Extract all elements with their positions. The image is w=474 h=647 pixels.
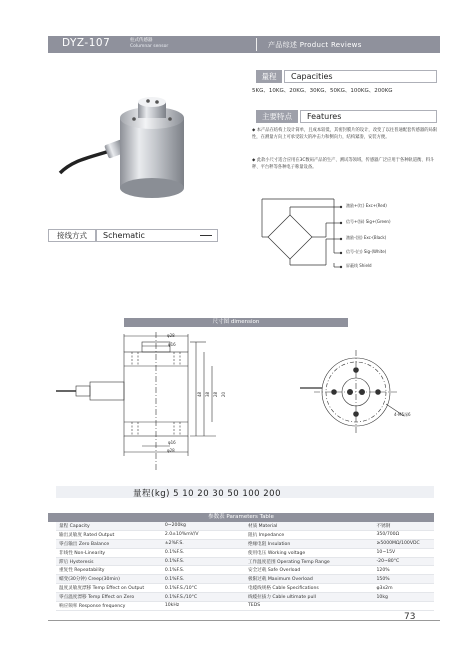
table-cell [374, 602, 435, 611]
table-cell: 线缆拉拔力 Cable ultimate pull [245, 593, 374, 602]
model-subtitle-en: Columnar sensor [130, 44, 169, 49]
table-cell: 量程 Capacity [56, 522, 162, 530]
table-cell: 输出灵敏度 Rated Output [56, 530, 162, 539]
schematic-label [48, 229, 223, 242]
table-cell: 350/700Ω [374, 530, 435, 539]
features-label-en: Features [300, 110, 437, 123]
table-cell: 非线性 Non-Linearity [56, 548, 162, 557]
table-cell: 重复性 Repeatability [56, 566, 162, 575]
table-row [56, 548, 434, 557]
capacities-label-cn: 量程 [256, 70, 282, 83]
dim-h48: 48 [197, 391, 203, 398]
table-cell: 0.1%F.S. [162, 566, 245, 575]
features-label-cn: 主要特点 [256, 110, 298, 123]
table-cell: 0~200kg [162, 522, 245, 530]
capacities-values: 5KG、10KG、20KG、30KG、50KG、100KG、200KG [252, 88, 393, 94]
section-title [268, 40, 362, 50]
table-cell: 安全过载 Safe Overload [245, 566, 374, 575]
dim-d16-bottom: φ16 [168, 440, 176, 445]
wire-sig-minus: 信号-(白) Sig-(White) [346, 249, 387, 254]
table-cell: 0.1%F.S./10°C [162, 584, 245, 593]
features-para-1-text: 本产品在结构上设计简单，且成本较低，其密封膜片的设计，改变了以往普通配套传感器的局限性，在测量方向上可承受较大的冲击力和侧向力，结构紧凑，安装方便。 [252, 128, 438, 140]
table-cell: 温度灵敏度漂移 Temp Effect on Output [56, 584, 162, 593]
features-para-2-text: 此款小尺寸适合应用在3C数码产品的生产、测试等领域，传感器广泛应用于各种轨道衡、料斗秤、平台秤等各种电子称量设备。 [252, 158, 435, 170]
features-label [256, 110, 436, 123]
dimension-banner: 尺寸图 dimension [124, 318, 348, 327]
table-cell: 2.0±10%mV/V [162, 530, 245, 539]
dim-d28-bottom: φ28 [167, 448, 175, 453]
range-text: 量程(kg) 5 10 20 30 50 100 200 [133, 489, 281, 499]
dim-d16-top: φ16 [168, 342, 176, 347]
dimension-top-view [300, 340, 420, 450]
bullet-icon: ◆ [252, 128, 256, 133]
params-table [56, 522, 434, 611]
table-cell: 0.1%F.S./10°C [162, 593, 245, 602]
table-row [56, 575, 434, 584]
table-cell: 120% [374, 566, 435, 575]
dim-holes: 4-M5深6 [394, 412, 411, 417]
bullet-icon: ◆ [252, 158, 256, 163]
table-cell: 0.1%F.S. [162, 557, 245, 566]
params-title: 参数表 Parameters Table [48, 513, 434, 522]
table-cell: 阻抗 Impedance [245, 530, 374, 539]
features-para-2 [252, 158, 440, 171]
table-cell: 蠕变(30分钟) Creep(30min) [56, 575, 162, 584]
section-title-cn: 产品综述 [268, 41, 298, 49]
dim-d28-top: φ28 [167, 333, 175, 338]
wire-sig-plus: 信号+(绿) Sig+(Green) [346, 219, 391, 224]
product-photo [58, 88, 228, 208]
dim-h28: 28 [213, 391, 219, 398]
table-cell: 滞后 Hysteresis [56, 557, 162, 566]
table-cell: 零点输出 Zero Balance [56, 539, 162, 548]
table-cell: ±2%F.S. [162, 539, 245, 548]
table-cell: 电缆线规格 Cable Specifications [245, 584, 374, 593]
table-cell: 零点温度漂移 Temp Effect on Zero [56, 593, 162, 602]
model-title: DYZ-107 [62, 37, 111, 49]
table-row [56, 557, 434, 566]
table-cell: 0.1%F.S. [162, 575, 245, 584]
table-row [56, 593, 434, 602]
table-cell: 10~15V [374, 548, 435, 557]
table-row [56, 522, 434, 530]
footer-line [48, 620, 440, 621]
wire-exc-minus: 激励-(黑) Exc-(Black) [346, 235, 387, 240]
header-divider [256, 38, 257, 51]
features-para-1 [252, 128, 440, 141]
table-row [56, 539, 434, 548]
table-cell: 10kHz [162, 602, 245, 611]
table-cell: ≥5000MΩ/100VDC [374, 539, 435, 548]
schematic-label-en: Schematic [96, 229, 218, 242]
table-cell: 0.1%F.S. [162, 548, 245, 557]
dimension-side-view [56, 330, 266, 490]
wire-shield: 屏蔽线 Shield [346, 263, 372, 268]
schematic-dash [200, 235, 212, 236]
table-row [56, 530, 434, 539]
table-cell: TEDS [245, 602, 374, 611]
table-cell: 不锈钢 [374, 522, 435, 530]
capacities-label [256, 70, 436, 83]
table-cell: 绝缘电阻 Insulation [245, 539, 374, 548]
table-cell: φ3x2m [374, 584, 435, 593]
dim-h20: 20 [221, 391, 227, 398]
table-cell: 工作温度范围 Operating Temp Range [245, 557, 374, 566]
table-row [56, 584, 434, 593]
table-cell: 150% [374, 575, 435, 584]
dim-h38: 38 [205, 391, 211, 398]
table-cell: 极限过载 Maximum Overload [245, 575, 374, 584]
wire-exc-plus: 激励+(红) Exc+(Red) [346, 203, 387, 208]
table-cell: -20~80°C [374, 557, 435, 566]
table-row [56, 602, 434, 611]
schematic-label-cn: 接线方式 [48, 229, 96, 242]
section-title-en: Product Reviews [299, 41, 362, 49]
table-cell: 材质 Material [245, 522, 374, 530]
capacities-label-en: Capacities [284, 70, 437, 83]
table-cell: 响应频率 Response frequency [56, 602, 162, 611]
table-cell: 使用电压 Working voltage [245, 548, 374, 557]
table-cell: 10kg [374, 593, 435, 602]
page-number: 73 [404, 612, 416, 622]
table-row [56, 566, 434, 575]
model-subtitle-cn: 柱式传感器 [130, 38, 153, 43]
